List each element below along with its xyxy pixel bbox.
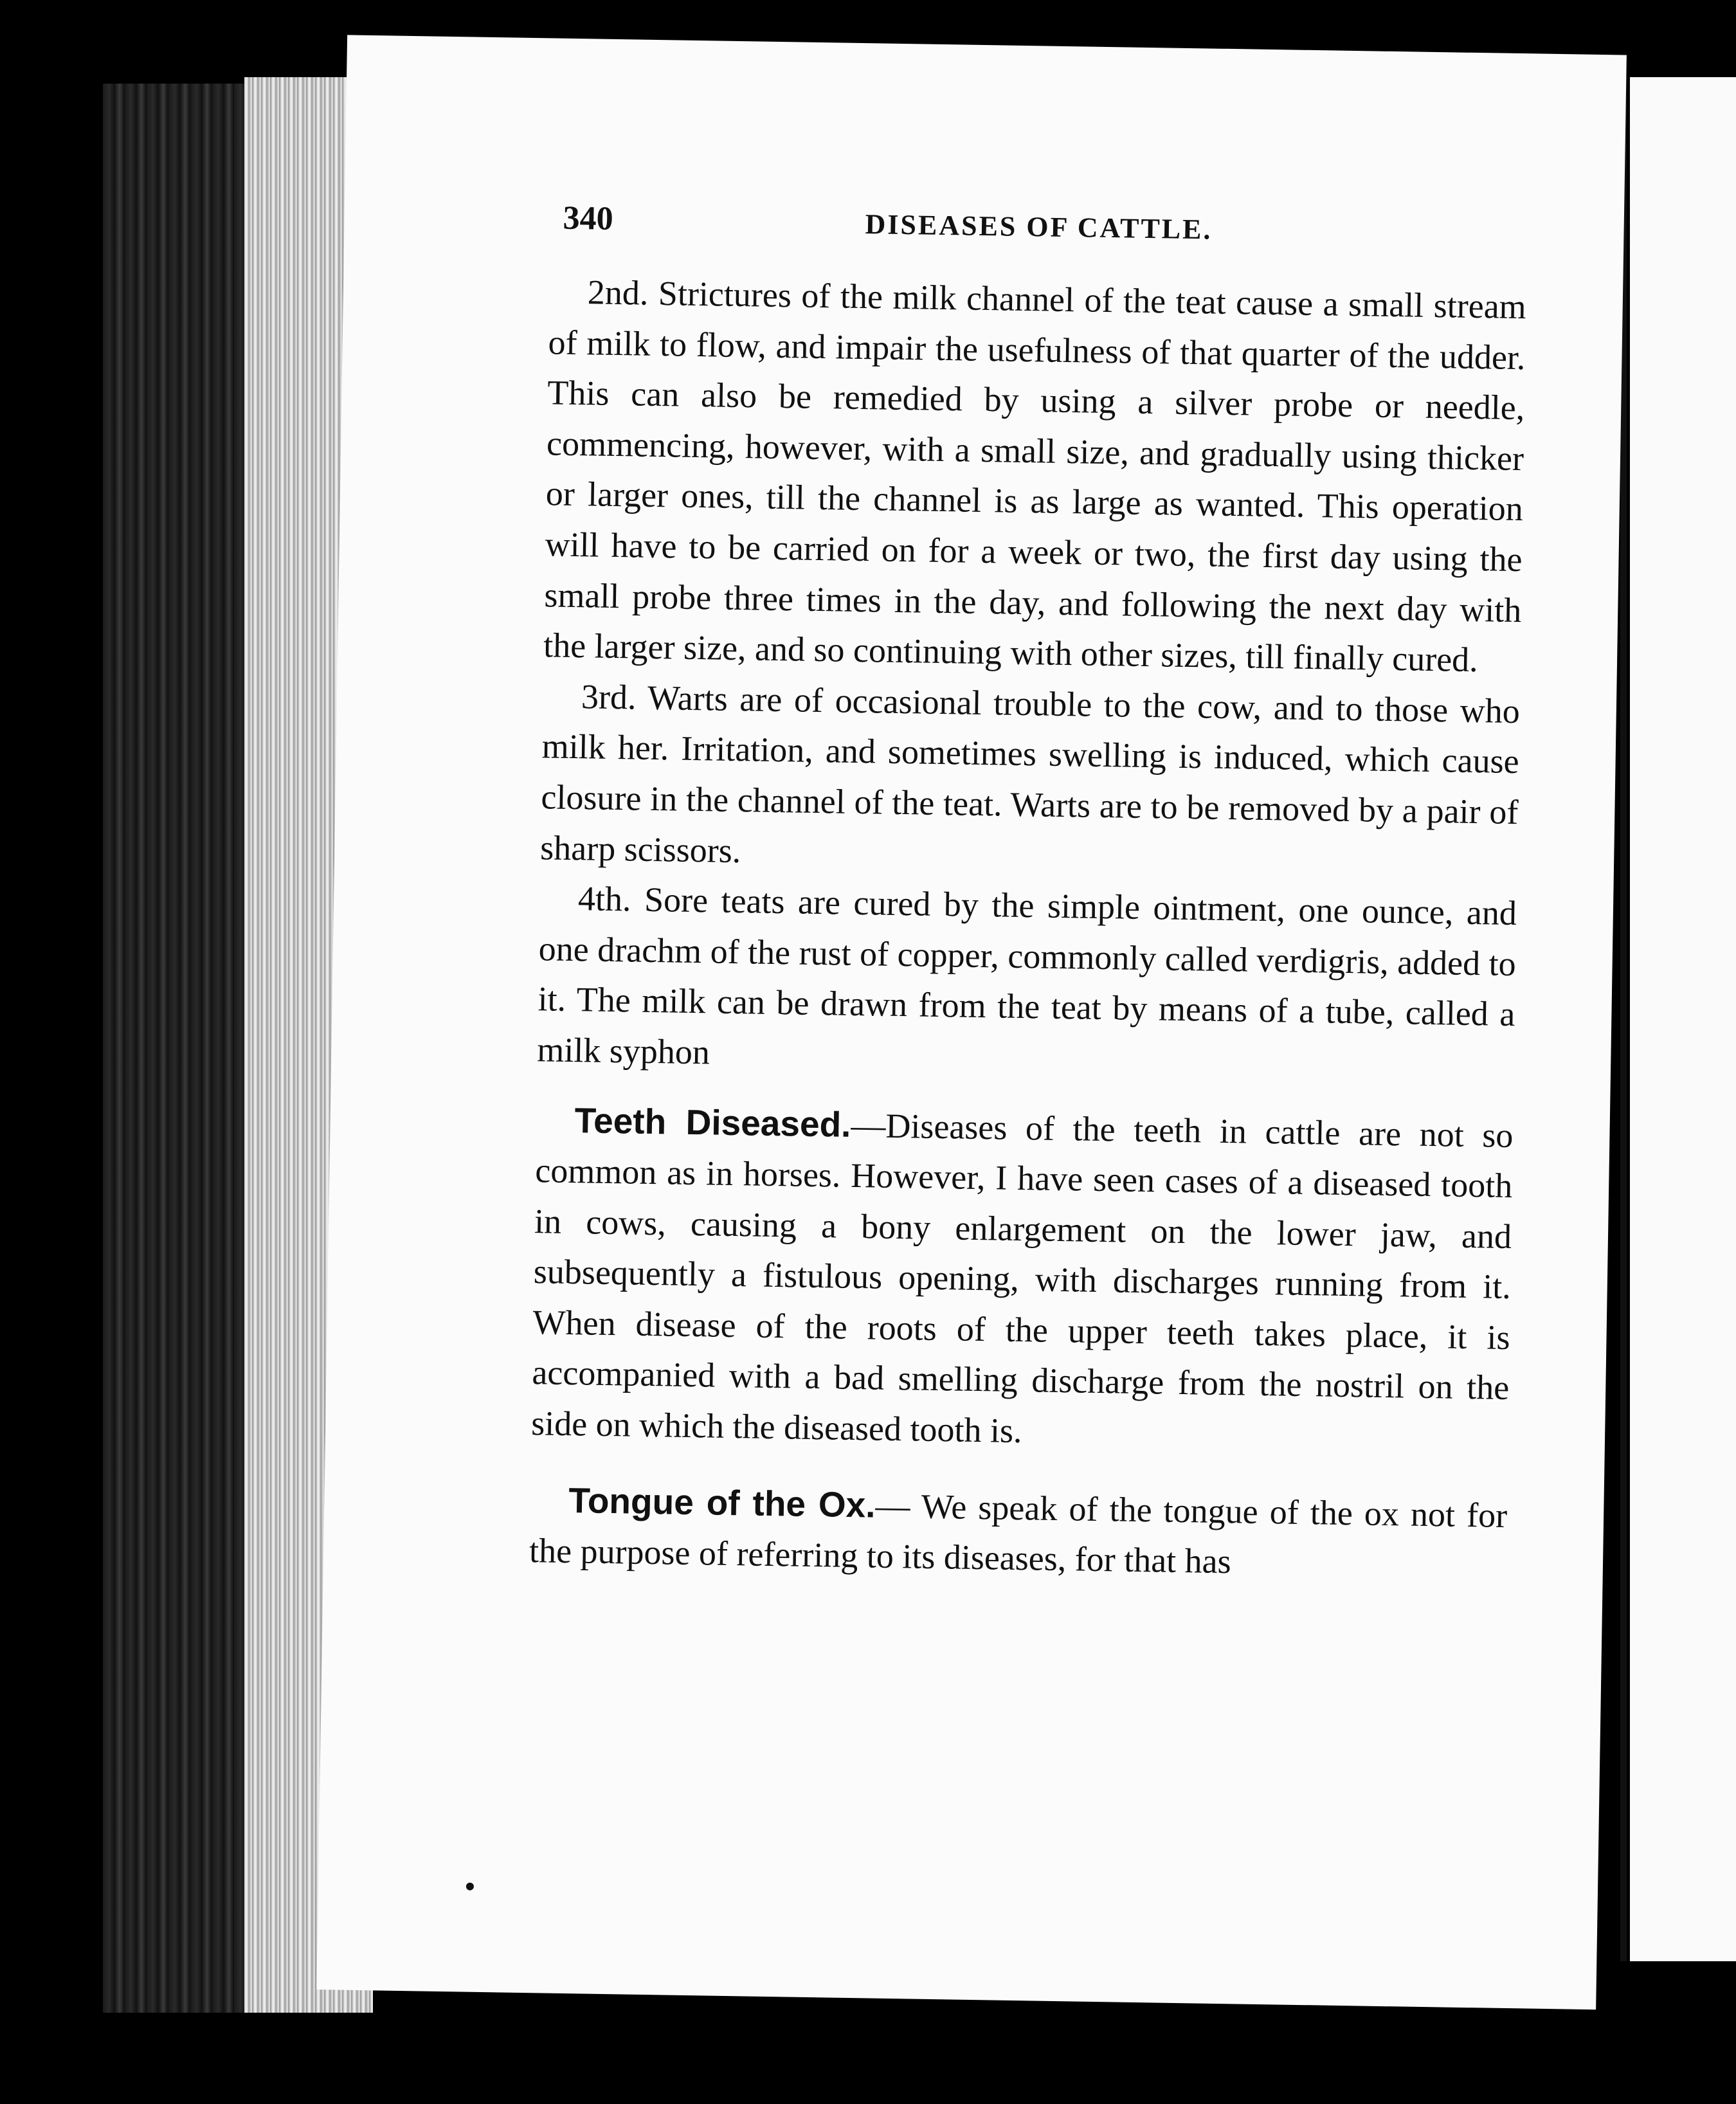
page-header [563,199,1476,258]
page-body [529,266,1527,1591]
section-text-teeth: —Diseases of the teeth in cattle are not so common as in horses. However, I have seen cases of a diseased tooth in cows, causing a bony enlargement on the lower jaw, and subsequently a fistulous opening, with discharges running from it. When disease of the roots of the upper teeth takes place, it is accompanied with a bad smelling discharge from the nostril on the side on which the diseased tooth is. [530,1105,1514,1451]
paragraph-sore-teats: 4th. Sore teats are cured by the simple ointment, one ounce, and one drachm of the rust of copper, commonly called verdigris, added to it. The milk can be drawn from the teat by means of a tube, called a milk syphon [536,879,1517,1072]
paragraph-strictures: 2nd. Strictures of the milk channel of the teat cause a small stream of milk to flow, and impair the usefulness of that quarter of the udder. This can also be remedied by using a silver probe or needle, commencing, however, with a small size, and gradually using thicker or larger ones, till the channel is as large as wanted. This operation will have to be carried on for a week or two, the first day using the small probe three times in the day, and following the next day with the larger size, and so continuing with other sizes, till finally cured. [543,273,1527,680]
ink-speck [466,1883,474,1891]
running-head: DISEASES OF CATTLE. [865,208,1213,246]
section-teeth-diseased [531,1094,1514,1464]
section-title-teeth: Teeth Diseased. [574,1100,851,1145]
paragraph-warts: 3rd. Warts are of occasional trouble to the cow, and to those who milk her. Irritation, and sometimes swelling is induced, which cause closure in the channel of the teat. Warts are to be removed by a pair of sharp scissors. [539,676,1521,870]
section-title-tongue: Tongue of the Ox. [568,1480,876,1525]
section-text-tongue: — We speak of the tongue of the ox not for the purpose of referring to its diseases, for that has [529,1486,1508,1581]
page-number: 340 [563,199,614,237]
facing-page-edge [1630,77,1736,1961]
section-tongue-of-ox [529,1474,1508,1592]
book-page [316,35,1627,2009]
